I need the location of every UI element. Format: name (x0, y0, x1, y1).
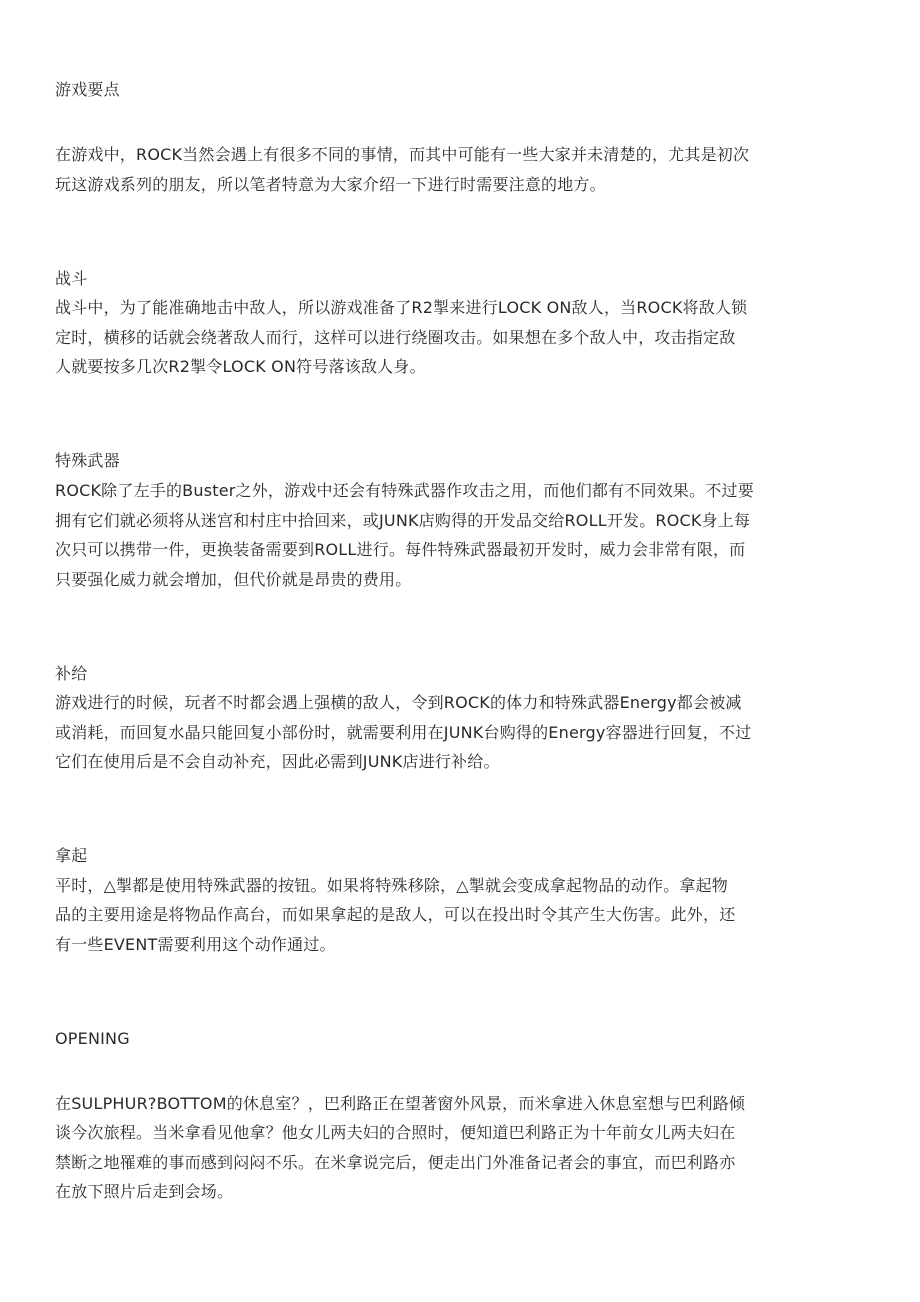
section-line: 品的主要用途是将物品作高台，而如果拿起的是敌人，可以在投出时令其产生大伤害。此外，还 (55, 905, 736, 924)
section-heading-supplies: 补给 (55, 664, 88, 683)
section-heading-battle: 战斗 (55, 269, 88, 288)
section-line: ROCK除了左手的Buster之外，游戏中还会有特殊武器作攻击之用，而他们都有不同效果。不过要 (55, 481, 754, 500)
section-line: 它们在使用后是不会自动补充，因此必需到JUNK店进行补给。 (55, 752, 500, 771)
opening-line: 在放下照片后走到会场。 (55, 1182, 234, 1201)
section-line: 战斗中，为了能准确地击中敌人，所以游戏准备了R2掣来进行LOCK ON敌人，当ROCK将敌人锁 (55, 298, 748, 317)
section-heading-pick-up: 拿起 (55, 846, 88, 865)
opening-heading: OPENING (55, 1029, 130, 1048)
section-line: 平时，△掣都是使用特殊武器的按钮。如果将特殊移除，△掣就会变成拿起物品的动作。拿起物 (55, 876, 729, 895)
intro-line: 玩这游戏系列的朋友，所以笔者特意为大家介绍一下进行时需要注意的地方。 (55, 175, 606, 194)
section-line: 定时，横移的话就会绕著敌人而行，这样可以进行绕圈攻击。如果想在多个敌人中，攻击指定敌 (55, 328, 736, 347)
intro-line: 在游戏中，ROCK当然会遇上有很多不同的事情，而其中可能有一些大家并未清楚的，尤其是初次 (55, 145, 750, 164)
intro-heading: 游戏要点 (55, 80, 120, 99)
section-line: 人就要按多几次R2掣令LOCK ON符号落该敌人身。 (55, 357, 426, 376)
section-line: 游戏进行的时候，玩者不时都会遇上强横的敌人，令到ROCK的体力和特殊武器Energy都会被减 (55, 693, 742, 712)
opening-line: 禁断之地罹难的事而感到闷闷不乐。在米拿说完后，便走出门外准备记者会的事宜，而巴利路亦 (55, 1153, 736, 1172)
section-line: 次只可以携带一件，更换装备需要到ROLL进行。每件特殊武器最初开发时，威力会非常有限，而 (55, 540, 746, 559)
section-line: 有一些EVENT需要利用这个动作通过。 (55, 935, 336, 954)
opening-line: 在SULPHUR?BOTTOM的休息室？，巴利路正在望著窗外风景，而米拿进入休息室想与巴利路倾 (55, 1094, 746, 1113)
opening-line: 谈今次旅程。当米拿看见他拿？他女儿两夫妇的合照时，便知道巴利路正为十年前女儿两夫妇在 (55, 1123, 736, 1142)
section-line: 或消耗，而回复水晶只能回复小部份时，就需要利用在JUNK台购得的Energy容器进行回复，不过 (55, 723, 752, 742)
section-heading-special-weapons: 特殊武器 (55, 451, 120, 470)
section-line: 只要强化威力就会增加，但代价就是昂贵的费用。 (55, 570, 412, 589)
section-line: 拥有它们就必须将从迷宫和村庄中拾回来，或JUNK店购得的开发品交给ROLL开发。ROCK身上每 (55, 511, 751, 530)
